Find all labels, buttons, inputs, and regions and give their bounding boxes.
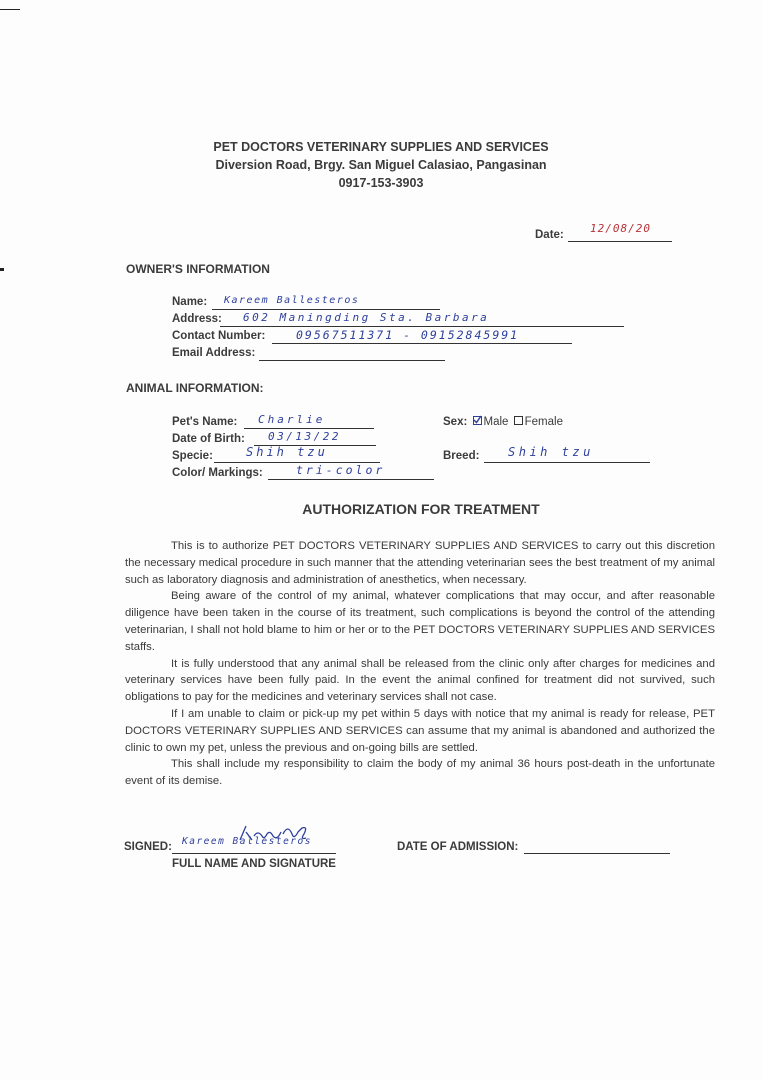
authorization-paragraph: This shall include my responsibility to claim the body of my animal 36 hours post-death in the unfortunate event of its demise. (125, 758, 715, 788)
date-label: Date: (535, 229, 564, 241)
scan-mark-left (0, 268, 4, 271)
owner-name-label: Name: (172, 296, 208, 308)
signed-label: SIGNED: (124, 841, 172, 853)
owner-name-line (212, 309, 440, 310)
sex-female-checkbox[interactable] (514, 416, 523, 425)
authorization-paragraph: This is to authorize PET DOCTORS VETERINARY SUPPLIES AND SERVICES to carry out this discretion the necessary medical procedure in such manner that the attending veterinarian sees the best treatment of my animal such as laboratory diagnosis and administration of anesthetics, when necessary. (125, 540, 715, 586)
animal-section-title: ANIMAL INFORMATION: (126, 381, 264, 395)
company-phone: 0917-153-3903 (338, 176, 424, 190)
breed-line (484, 462, 650, 463)
admission-label: DATE OF ADMISSION: (397, 841, 519, 853)
sex-label: Sex: (443, 416, 468, 428)
company-name: PET DOCTORS VETERINARY SUPPLIES AND SERVICES (213, 140, 549, 154)
sex-male-label: Male (483, 416, 509, 428)
date-value[interactable]: 12/08/20 (590, 222, 651, 235)
owner-name-value[interactable]: Kareem Ballesteros (224, 295, 360, 306)
scan-mark-top (0, 9, 20, 10)
sex-female-label: Female (524, 416, 563, 428)
pet-name-value[interactable]: Charlie (258, 413, 326, 426)
dob-value[interactable]: 03/13/22 (268, 430, 341, 443)
sex-male-checkbox[interactable] (473, 416, 482, 425)
authorization-body (125, 538, 715, 790)
authorization-paragraph: It is fully understood that any animal shall be released from the clinic only after charges for medicines and veterinary services have been fully paid. In the event the animal confined for treatment did not survived, such obligations to pay for the medicines and veterinary services shall not case. (125, 657, 715, 704)
owner-email-line (259, 360, 445, 361)
breed-label: Breed: (443, 450, 480, 462)
authorization-paragraph: If I am unable to claim or pick-up my pet within 5 days with notice that my animal is ready for release, PET DOCTORS VETERINARY SUPPLIES AND SERVICES can assume that my animal is abandoned and authorized the clinic to own my pet, unless the previous and on-going bills are settled. (125, 707, 715, 754)
authorization-title: AUTHORIZATION FOR TREATMENT (302, 501, 540, 517)
specie-label: Specie: (172, 450, 213, 462)
date-line (568, 241, 672, 242)
owner-contact-label: Contact Number: (172, 330, 266, 342)
signed-line (172, 853, 336, 854)
color-value[interactable]: tri-color (296, 463, 386, 477)
sex-field (443, 416, 563, 428)
company-address: Diversion Road, Brgy. San Miguel Calasiao, Pangasinan (215, 158, 547, 172)
owner-address-value[interactable]: 602 Maningding Sta. Barbara (243, 311, 490, 324)
owner-email-label: Email Address: (172, 347, 256, 359)
owner-contact-line (272, 343, 572, 344)
signature-caption: FULL NAME AND SIGNATURE (172, 858, 336, 870)
signed-name-value[interactable]: Kareem Ballesteros (182, 836, 312, 847)
admission-line (524, 853, 670, 854)
owner-contact-value[interactable]: 09567511371 - 09152845991 (296, 328, 520, 342)
owner-section-title: OWNER'S INFORMATION (126, 262, 270, 276)
authorization-paragraph: Being aware of the control of my animal, whatever complications that may occur, and after reasonable diligence have been taken in the course of its treatment, such complications is beyond the control of the attending veterinarian, I shall not hold blame to him or her or to the PET DOCTORS VETERINARY SUPPLIES AND SERVICES staffs. (125, 590, 715, 653)
dob-label: Date of Birth: (172, 433, 245, 445)
pet-name-line (244, 428, 374, 429)
check-icon (473, 415, 482, 424)
color-label: Color/ Markings: (172, 467, 263, 479)
pet-name-label: Pet's Name: (172, 416, 238, 428)
color-line (268, 479, 434, 480)
owner-address-line (220, 326, 624, 327)
specie-value[interactable]: Shih tzu (246, 445, 328, 459)
owner-address-label: Address: (172, 313, 222, 325)
breed-value[interactable]: Shih tzu (508, 445, 594, 459)
